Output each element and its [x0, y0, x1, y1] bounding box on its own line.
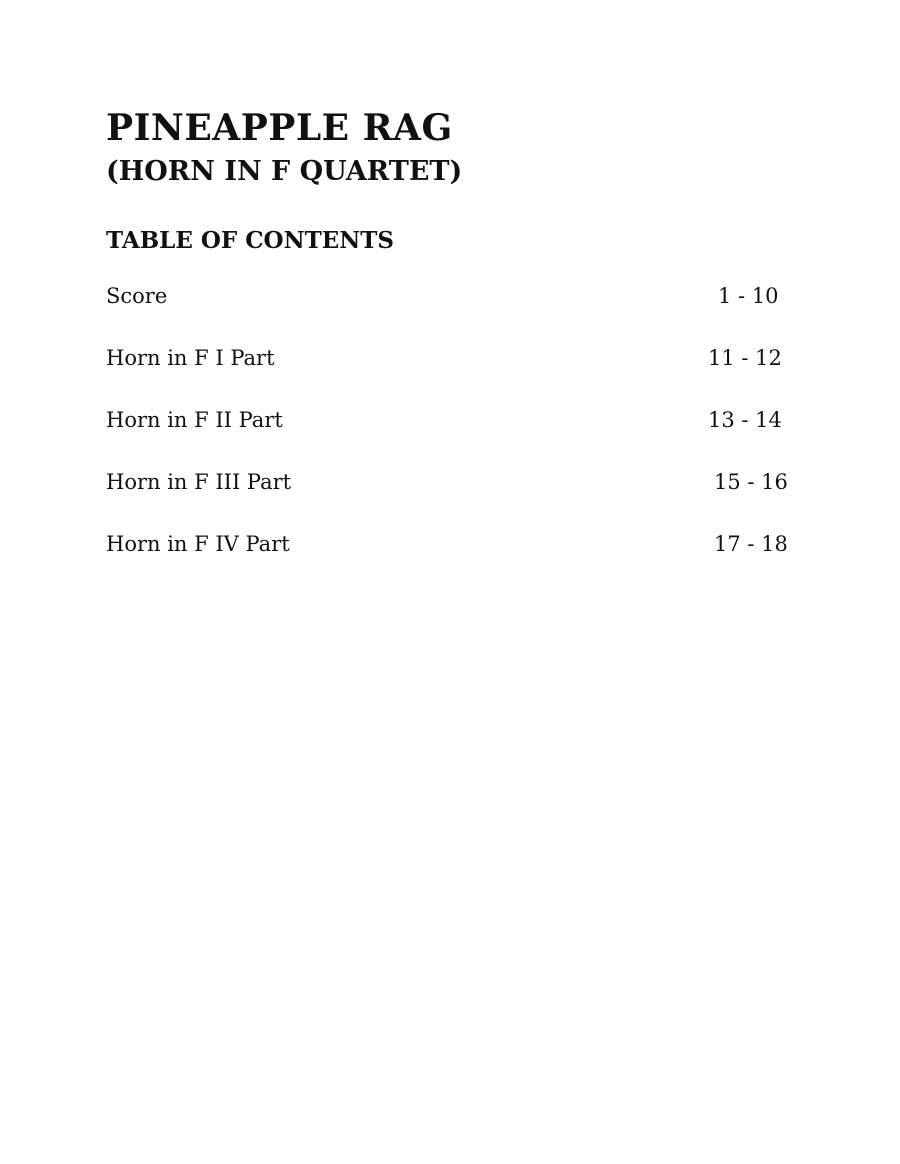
toc-entry-horn-4 [106, 530, 806, 592]
page-title: PINEAPPLE RAG [106, 107, 453, 149]
toc-entry-pages: 13 - 14 [708, 408, 782, 432]
toc-entry-pages: 11 - 12 [708, 346, 782, 370]
toc-entry-horn-3 [106, 468, 806, 530]
toc-entry-label: Horn in F II Part [106, 408, 283, 432]
toc-entry-label: Horn in F III Part [106, 470, 292, 494]
toc-entry-score [106, 282, 806, 344]
page-subtitle: (HORN IN F QUARTET) [106, 156, 463, 187]
toc-heading: TABLE OF CONTENTS [106, 227, 394, 254]
table-of-contents [106, 282, 806, 592]
toc-entry-pages: 15 - 16 [714, 470, 788, 494]
toc-entry-label: Score [106, 284, 168, 308]
toc-entry-horn-1 [106, 344, 806, 406]
toc-entry-label: Horn in F IV Part [106, 532, 290, 556]
toc-entry-pages: 1 - 10 [718, 284, 779, 308]
toc-entry-horn-2 [106, 406, 806, 468]
toc-entry-label: Horn in F I Part [106, 346, 275, 370]
toc-entry-pages: 17 - 18 [714, 532, 788, 556]
